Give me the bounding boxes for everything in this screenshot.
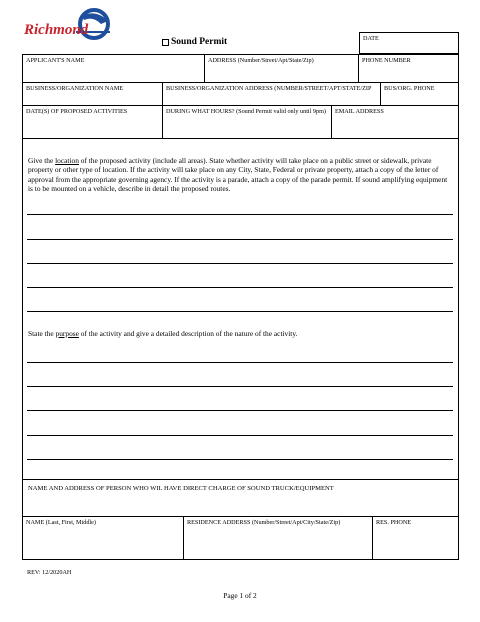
date-field[interactable]	[359, 32, 459, 54]
residence-address-field[interactable]	[183, 516, 373, 560]
email-field[interactable]	[331, 105, 459, 139]
revision-code: REV: 12/2020AH	[27, 569, 72, 576]
residence-address-label: RESIDENCE ADDERSS (Number/Street/Apt/City/State/Zip)	[187, 519, 341, 526]
responsible-name-field[interactable]	[22, 516, 184, 560]
residence-phone-field[interactable]	[372, 516, 459, 560]
location-answer-line[interactable]	[27, 287, 453, 288]
business-name-field[interactable]	[22, 82, 163, 106]
activity-hours-label: DURING WHAT HOURS? (Sound Permit valid only until 9pm)	[166, 108, 326, 115]
purpose-answer-line[interactable]	[27, 386, 453, 387]
business-address-field[interactable]	[162, 82, 381, 106]
business-address-label: BUSINESS/ORGANIZATION ADDRESS (NUMBER/STREET/APT/STATE/ZIP	[166, 85, 372, 92]
location-answer-line[interactable]	[27, 263, 453, 264]
activity-dates-label: DATE(S) OF PROPOSED ACTIVITIES	[26, 108, 128, 115]
business-phone-field[interactable]	[380, 82, 459, 106]
purpose-answer-line[interactable]	[27, 362, 453, 363]
purpose-answer-line[interactable]	[27, 459, 453, 460]
location-answer-line[interactable]	[27, 214, 453, 215]
logo-wordmark: Richmond	[24, 22, 89, 38]
phone-number-label: PHONE NUMBER	[362, 57, 411, 64]
responsible-person-heading: NAME AND ADDRESS OF PERSON WHO WIL HAVE DIRECT CHARGE OF SOUND TRUCK/EQUIPMENT	[28, 485, 334, 492]
location-instructions: Give the location of the proposed activity (include all areas). State whether activity will take place on a public street or sidewalk, private property or other type of location. If the activity will take place on any City, State, Federal or private property, attach a copy of the letter of approval from the appropriate governing agency. If the activity is a parade, attach a copy of the parade permit. If sound amplifying equipment is to be mounted on a vehicle, describe in detail the proposed routes.	[28, 156, 448, 194]
applicant-name-field[interactable]	[22, 54, 205, 83]
business-name-label: BUSINESS/ORGANIZATION NAME	[26, 85, 124, 92]
location-underlined: location	[55, 156, 79, 165]
form-title-text: Sound Permit	[171, 37, 228, 47]
purpose-answer-line[interactable]	[27, 435, 453, 436]
residence-phone-label: RES. PHONE	[376, 519, 412, 526]
title-checkbox[interactable]	[162, 39, 169, 46]
page-number: Page 1 of 2	[223, 591, 257, 600]
business-phone-label: BUS/ORG. PHONE	[384, 85, 435, 92]
description-box	[22, 138, 459, 480]
activity-hours-field[interactable]	[162, 105, 332, 139]
applicant-name-label: APPLICANT'S NAME	[26, 57, 85, 64]
responsible-person-section	[22, 479, 459, 517]
city-logo	[22, 7, 118, 45]
form-title	[162, 37, 227, 47]
purpose-answer-line[interactable]	[27, 410, 453, 411]
address-label: ADDRESS (Number/Street/Apt/State/Zip)	[208, 57, 314, 64]
location-answer-line[interactable]	[27, 239, 453, 240]
purpose-instructions: State the purpose of the activity and give a detailed description of the nature of the activity.	[28, 329, 298, 338]
activity-dates-field[interactable]	[22, 105, 163, 139]
phone-number-field[interactable]	[358, 54, 459, 83]
responsible-name-label: NAME (Last, First, Middle)	[26, 519, 96, 526]
purpose-underlined: purpose	[55, 329, 79, 338]
address-field[interactable]	[204, 54, 359, 83]
location-answer-line[interactable]	[27, 311, 453, 312]
date-label: DATE	[363, 35, 379, 42]
email-label: EMAIL ADDRESS	[335, 108, 384, 115]
